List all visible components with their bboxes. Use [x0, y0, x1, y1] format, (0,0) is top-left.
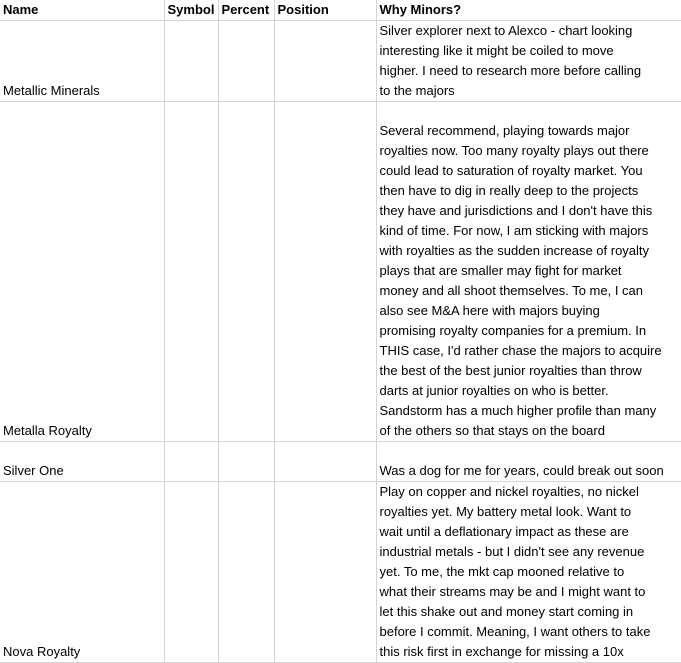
cell-symbol[interactable]: [164, 442, 218, 482]
cell-why[interactable]: Was a dog for me for years, could break out soon: [376, 442, 681, 482]
table-row: [0, 442, 681, 482]
table-row: [0, 21, 681, 102]
cell-symbol[interactable]: [164, 21, 218, 102]
header-symbol[interactable]: Symbol: [164, 0, 218, 21]
cell-name[interactable]: Silver One: [0, 442, 164, 482]
table-row: [0, 102, 681, 442]
header-why-minors[interactable]: Why Minors?: [376, 0, 681, 21]
cell-name[interactable]: Metalla Royalty: [0, 102, 164, 442]
cell-position[interactable]: [274, 102, 376, 442]
cell-percent[interactable]: [218, 102, 274, 442]
cell-name[interactable]: Metallic Minerals: [0, 21, 164, 102]
cell-why[interactable]: Silver explorer next to Alexco - chart looking interesting like it might be coiled to move higher. I need to research more before calling to the majors: [376, 21, 681, 102]
cell-symbol[interactable]: [164, 482, 218, 663]
header-position[interactable]: Position: [274, 0, 376, 21]
table-row: [0, 482, 681, 663]
cell-symbol[interactable]: [164, 102, 218, 442]
cell-position[interactable]: [274, 482, 376, 663]
cell-name[interactable]: Nova Royalty: [0, 482, 164, 663]
cell-percent[interactable]: [218, 482, 274, 663]
cell-position[interactable]: [274, 21, 376, 102]
cell-percent[interactable]: [218, 21, 274, 102]
cell-why[interactable]: Several recommend, playing towards major royalties now. Too many royalty plays out there could lead to saturation of royalty market. You then have to dig in really deep to the projects they have and jurisdictions and I don't have this kind of time. For now, I am sticking with majors with royalties as the sudden increase of royalty plays that are smaller may fight for market money and all shoot themselves. To me, I can also see M&A here with majors buying promising royalty companies for a premium. In THIS case, I'd rather chase the majors to acquire the best of the best junior royalties than throw darts at junior royalties on who is better. Sandstorm has a much higher profile than many of the others so that stays on the board: [376, 102, 681, 442]
header-name[interactable]: Name: [0, 0, 164, 21]
cell-why[interactable]: Play on copper and nickel royalties, no nickel royalties yet. My battery metal look. Want to wait until a deflationary impact as these are industrial metals - but I didn't see any revenue yet. To me, the mkt cap mooned relative to what their streams may be and I might want to let this shake out and money start coming in before I commit. Meaning, I want others to take this risk first in exchange for missing a 10x: [376, 482, 681, 663]
header-percent[interactable]: Percent: [218, 0, 274, 21]
header-row: [0, 0, 681, 21]
cell-percent[interactable]: [218, 442, 274, 482]
cell-position[interactable]: [274, 442, 376, 482]
